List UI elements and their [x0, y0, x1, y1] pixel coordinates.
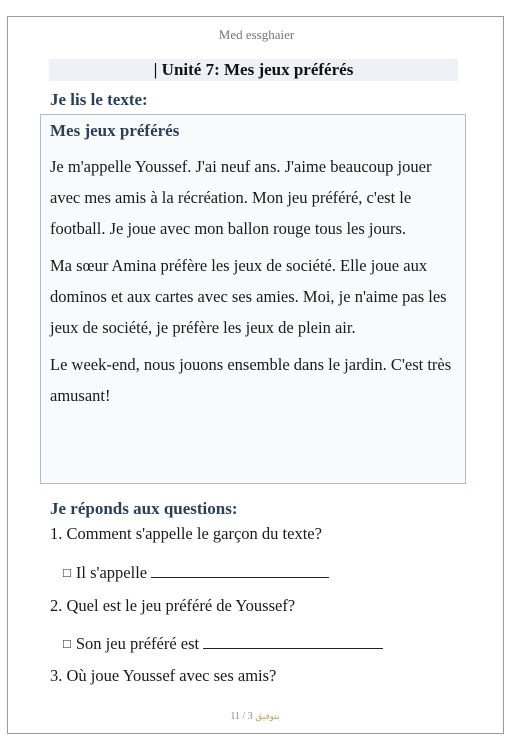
answer-blank-2[interactable] — [203, 632, 383, 649]
reading-heading: Je lis le texte: — [50, 90, 148, 109]
question-2: 2. Quel est le jeu préféré de Youssef? — [50, 596, 296, 615]
answer-line-2 — [63, 632, 383, 654]
text-title: Mes jeux préférés — [50, 121, 180, 140]
paragraph-2: Ma sœur Amina préfère les jeux de société. Elle joue aux dominos et aux cartes avec ses amies. Moi, je n'aime pas les jeux de société, je préfère les jeux de plein air. — [50, 256, 447, 337]
question-3: 3. Où joue Youssef avec ses amis? — [50, 666, 277, 685]
answer-prompt-1: Il s'appelle — [75, 563, 148, 582]
page-number: 3 / 11 — [230, 711, 253, 722]
footer-mark: ﺑﺘﻮﻓﻴﻖ — [255, 711, 280, 721]
paragraph-1: Je m'appelle Youssef. J'ai neuf ans. J'aime beaucoup jouer avec mes amis à la récréation. Mon jeu préféré, c'est le football. Je joue avec mon ballon rouge tous les jours. — [50, 157, 432, 238]
question-1: 1. Comment s'appelle le garçon du texte? — [50, 524, 322, 543]
page-footer — [0, 711, 513, 722]
checkbox-icon[interactable]: □ — [63, 636, 71, 651]
unit-title: | Unité 7: Mes jeux préférés — [49, 59, 458, 81]
page-header-author: Med essghaier — [218, 27, 295, 42]
answer-prompt-2: Son jeu préféré est — [75, 634, 200, 653]
answer-line-1 — [63, 561, 329, 583]
reading-text-box — [40, 114, 466, 484]
questions-heading: Je réponds aux questions: — [50, 499, 238, 518]
paragraph-3: Le week-end, nous jouons ensemble dans le jardin. C'est très amusant! — [50, 355, 452, 405]
answer-blank-1[interactable] — [151, 561, 329, 578]
checkbox-icon[interactable]: □ — [63, 565, 71, 580]
